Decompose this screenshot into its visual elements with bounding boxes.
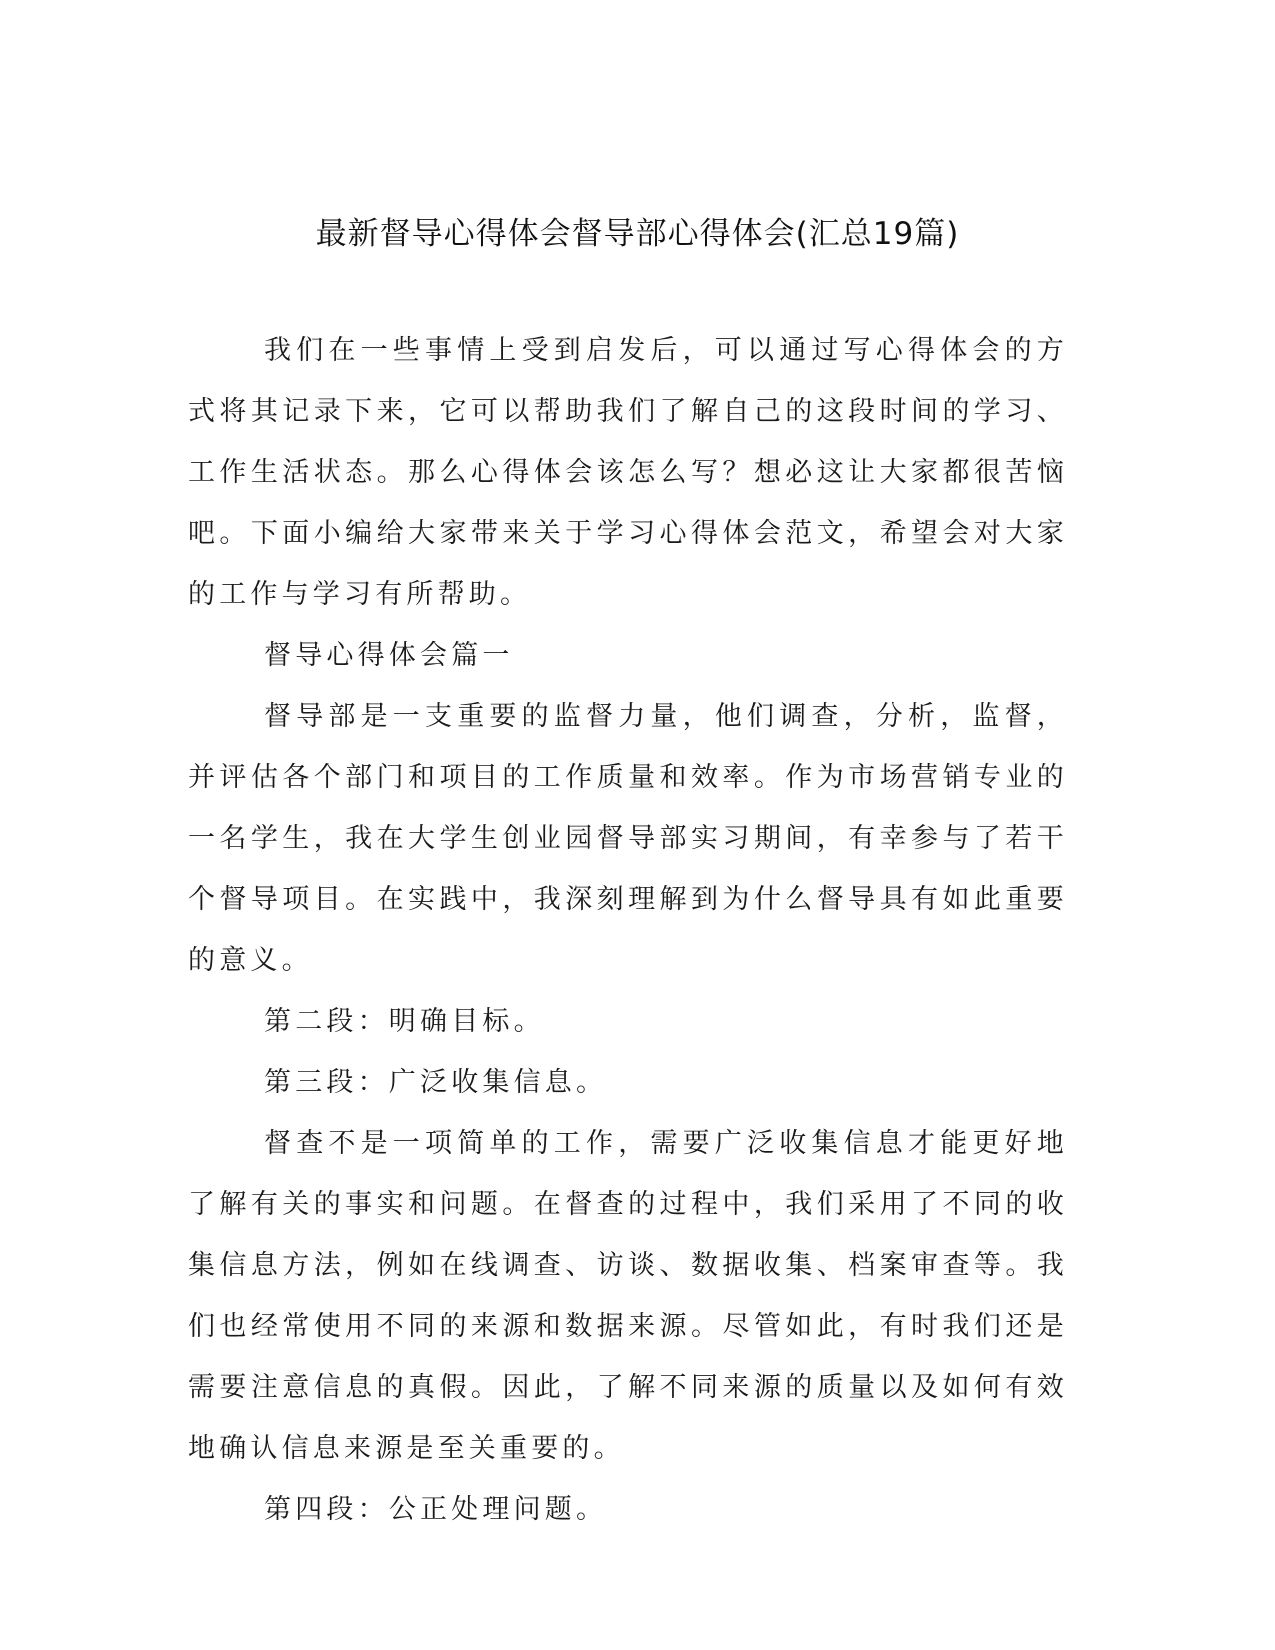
paragraph-intro: 我们在一些事情上受到启发后，可以通过写心得体会的方式将其记录下来，它可以帮助我们了解自己的这段时间的学习、工作生活状态。那么心得体会该怎么写？想必这让大家都很苦恼吧。下面小编给大家带来关于学习心得体会范文，希望会对大家的工作与学习有所帮助。 [188,335,1068,610]
section-heading-part-one: 督导心得体会篇一 [264,640,514,671]
paragraph-collect-info: 督查不是一项简单的工作，需要广泛收集信息才能更好地了解有关的事实和问题。在督查的过程中，我们采用了不同的收集信息方法，例如在线调查、访谈、数据收集、档案审查等。我们也经常使用不同的来源和数据来源。尽管如此，有时我们还是需要注意信息的真假。因此，了解不同来源的质量以及如何有效地确认信息来源是至关重要的。 [188,1128,1068,1464]
document-title: 最新督导心得体会督导部心得体会(汇总19篇) [315,216,960,252]
section-heading-fourth: 第四段：公正处理问题。 [264,1494,608,1525]
section-heading-third: 第三段：广泛收集信息。 [264,1067,608,1098]
document-body [188,320,1068,1540]
paragraph-supervision-dept: 督导部是一支重要的监督力量，他们调查，分析，监督，并评估各个部门和项目的工作质量和效率。作为市场营销专业的一名学生，我在大学生创业园督导部实习期间，有幸参与了若干个督导项目。在实践中，我深刻理解到为什么督导具有如此重要的意义。 [188,701,1068,976]
section-heading-second: 第二段：明确目标。 [264,1006,545,1037]
